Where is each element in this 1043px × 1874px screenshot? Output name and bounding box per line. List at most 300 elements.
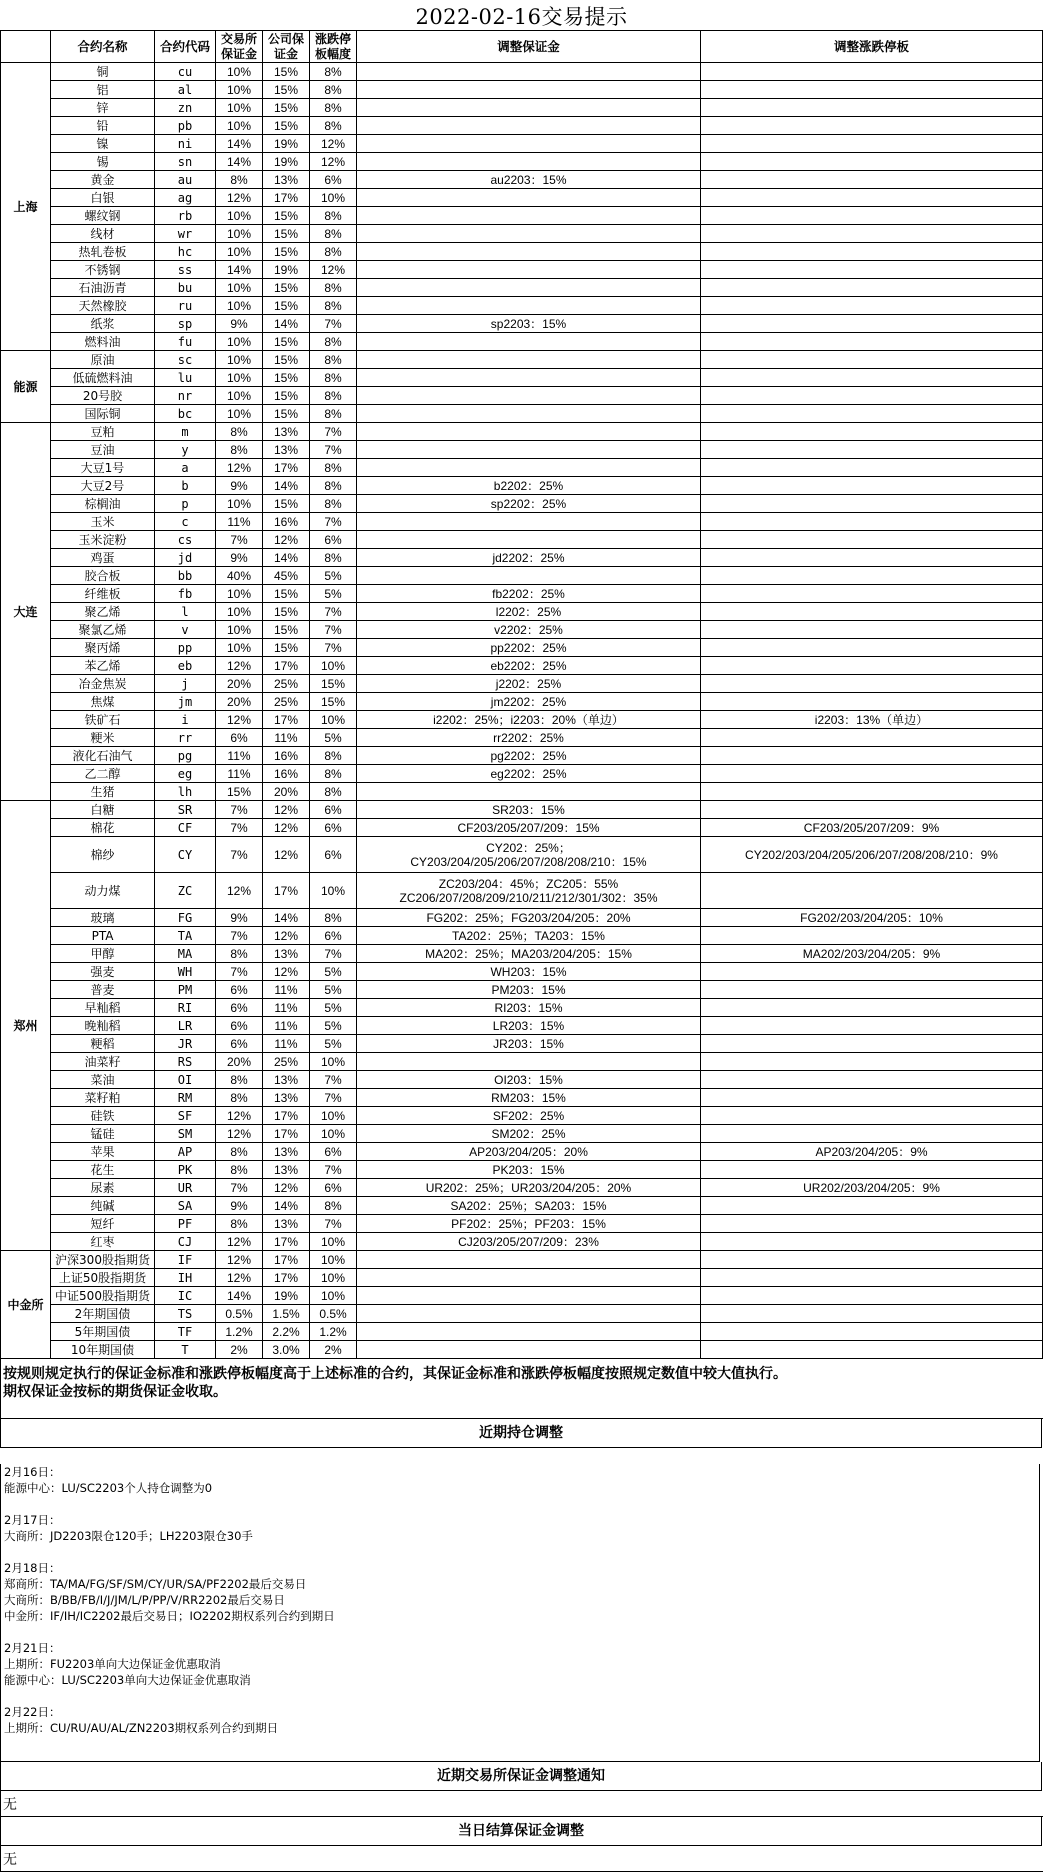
contract-name: 豆粕 <box>51 423 155 441</box>
adjust-limit <box>701 423 1043 441</box>
adjust-limit <box>701 225 1043 243</box>
contract-code: jd <box>155 549 216 567</box>
exchange-margin: 14% <box>216 135 263 153</box>
adjust-margin: SR203：15% <box>357 801 701 819</box>
adjust-margin <box>357 441 701 459</box>
exchange-margin: 14% <box>216 1287 263 1305</box>
exchange-margin: 10% <box>216 279 263 297</box>
exchange-margin: 10% <box>216 585 263 603</box>
company-margin: 19% <box>263 135 310 153</box>
price-limit: 6% <box>310 1143 357 1161</box>
table-row <box>1 981 1043 999</box>
contract-code: RS <box>155 1053 216 1071</box>
price-limit: 0.5% <box>310 1305 357 1323</box>
company-margin: 15% <box>263 279 310 297</box>
table-row <box>1 1125 1043 1143</box>
exchange-margin: 9% <box>216 477 263 495</box>
price-limit: 5% <box>310 1017 357 1035</box>
exchange-margin: 10% <box>216 351 263 369</box>
adjust-margin: CF203/205/207/209：15% <box>357 819 701 837</box>
company-margin: 2.2% <box>263 1323 310 1341</box>
table-row <box>1 513 1043 531</box>
table-row <box>1 747 1043 765</box>
adjust-margin <box>357 567 701 585</box>
adjust-limit <box>701 621 1043 639</box>
adjust-margin <box>357 243 701 261</box>
contract-code: y <box>155 441 216 459</box>
adjust-limit <box>701 171 1043 189</box>
company-margin: 17% <box>263 711 310 729</box>
adjust-margin: FG202：25%；FG203/204/205：20% <box>357 909 701 927</box>
table-row <box>1 1215 1043 1233</box>
contract-name: 低硫燃料油 <box>51 369 155 387</box>
table-row <box>1 1053 1043 1071</box>
header-exchange <box>1 31 51 63</box>
company-margin: 17% <box>263 657 310 675</box>
contract-name: 棕榈油 <box>51 495 155 513</box>
contract-code: jm <box>155 693 216 711</box>
contract-name: 甲醇 <box>51 945 155 963</box>
price-limit: 7% <box>310 1215 357 1233</box>
contract-name: 乙二醇 <box>51 765 155 783</box>
company-margin: 15% <box>263 387 310 405</box>
contract-code: j <box>155 675 216 693</box>
price-limit: 6% <box>310 531 357 549</box>
adjust-limit <box>701 405 1043 423</box>
adjust-margin <box>357 1341 701 1359</box>
company-margin: 17% <box>263 459 310 477</box>
adjust-margin <box>357 351 701 369</box>
adjust-limit <box>701 999 1043 1017</box>
table-row <box>1 675 1043 693</box>
table-row <box>1 423 1043 441</box>
exchange-notice-heading: 近期交易所保证金调整通知 <box>0 1762 1042 1791</box>
adjust-margin <box>357 153 701 171</box>
adjust-margin <box>357 423 701 441</box>
exchange-margin: 8% <box>216 171 263 189</box>
contract-code: WH <box>155 963 216 981</box>
price-limit: 12% <box>310 135 357 153</box>
contract-name: 白糖 <box>51 801 155 819</box>
table-row <box>1 909 1043 927</box>
table-row <box>1 261 1043 279</box>
table-row <box>1 567 1043 585</box>
price-limit: 10% <box>310 1269 357 1287</box>
price-limit: 8% <box>310 207 357 225</box>
table-row <box>1 153 1043 171</box>
adjust-limit <box>701 441 1043 459</box>
contract-name: 镍 <box>51 135 155 153</box>
contract-name: 石油沥青 <box>51 279 155 297</box>
adjust-margin <box>357 207 701 225</box>
price-limit: 1.2% <box>310 1323 357 1341</box>
table-row <box>1 333 1043 351</box>
adjust-limit: MA202/203/204/205：9% <box>701 945 1043 963</box>
contract-name: 焦煤 <box>51 693 155 711</box>
price-limit: 15% <box>310 693 357 711</box>
exchange-margin: 10% <box>216 63 263 81</box>
table-row <box>1 1107 1043 1125</box>
contract-code: bb <box>155 567 216 585</box>
adjust-limit: i2203：13%（单边） <box>701 711 1043 729</box>
exchange-margin: 1.2% <box>216 1323 263 1341</box>
adjust-limit <box>701 99 1043 117</box>
contract-code: TS <box>155 1305 216 1323</box>
adjust-limit <box>701 279 1043 297</box>
position-adjust-date: 2月22日： <box>4 1705 61 1719</box>
price-limit: 6% <box>310 171 357 189</box>
table-row <box>1 369 1043 387</box>
exchange-margin: 12% <box>216 1233 263 1251</box>
table-row <box>1 441 1043 459</box>
adjust-limit <box>701 495 1043 513</box>
company-margin: 17% <box>263 873 310 909</box>
contract-name: 铜 <box>51 63 155 81</box>
price-limit: 5% <box>310 585 357 603</box>
contract-code: SR <box>155 801 216 819</box>
table-row <box>1 1323 1043 1341</box>
price-limit: 8% <box>310 549 357 567</box>
page-title: 2022-02-16交易提示 <box>415 5 628 29</box>
adjust-margin <box>357 297 701 315</box>
adjust-limit <box>701 693 1043 711</box>
contract-code: au <box>155 171 216 189</box>
adjust-limit <box>701 459 1043 477</box>
table-row <box>1 1179 1043 1197</box>
price-limit: 12% <box>310 261 357 279</box>
contract-code: i <box>155 711 216 729</box>
contract-name: 锰硅 <box>51 1125 155 1143</box>
company-margin: 20% <box>263 783 310 801</box>
table-row <box>1 1251 1043 1269</box>
contract-name: 粳稻 <box>51 1035 155 1053</box>
price-limit: 8% <box>310 909 357 927</box>
adjust-limit <box>701 1161 1043 1179</box>
adjust-margin: pg2202：25% <box>357 747 701 765</box>
adjust-margin <box>357 513 701 531</box>
contract-code: m <box>155 423 216 441</box>
contract-code: eg <box>155 765 216 783</box>
contract-code: ni <box>155 135 216 153</box>
company-margin: 17% <box>263 1251 310 1269</box>
price-limit: 7% <box>310 1071 357 1089</box>
adjust-limit <box>701 315 1043 333</box>
exchange-margin: 20% <box>216 675 263 693</box>
header-contract-name: 合约名称 <box>51 31 155 63</box>
contract-name: 不锈钢 <box>51 261 155 279</box>
price-limit: 7% <box>310 639 357 657</box>
contract-name: 中证500股指期货 <box>51 1287 155 1305</box>
adjust-limit <box>701 549 1043 567</box>
contract-code: cs <box>155 531 216 549</box>
adjust-limit <box>701 1233 1043 1251</box>
exchange-margin: 12% <box>216 459 263 477</box>
adjust-limit <box>701 927 1043 945</box>
contract-code: b <box>155 477 216 495</box>
exchange-margin: 7% <box>216 963 263 981</box>
adjust-margin: SM202：25% <box>357 1125 701 1143</box>
contract-code: FG <box>155 909 216 927</box>
company-margin: 14% <box>263 1197 310 1215</box>
company-margin: 11% <box>263 1017 310 1035</box>
adjust-margin: WH203：15% <box>357 963 701 981</box>
adjust-margin <box>357 189 701 207</box>
contract-code: JR <box>155 1035 216 1053</box>
price-limit: 8% <box>310 387 357 405</box>
position-adjust-date: 2月17日： <box>4 1513 61 1527</box>
contract-name: 红枣 <box>51 1233 155 1251</box>
adjust-margin <box>357 117 701 135</box>
exchange-margin: 40% <box>216 567 263 585</box>
company-margin: 12% <box>263 1179 310 1197</box>
price-limit: 8% <box>310 405 357 423</box>
exchange-margin: 12% <box>216 1269 263 1287</box>
header-company-margin: 公司保证金 <box>263 31 310 63</box>
position-adjust-group <box>4 1640 1039 1688</box>
adjust-limit <box>701 1215 1043 1233</box>
table-row <box>1 1233 1043 1251</box>
position-adjust-date: 2月21日： <box>4 1641 61 1655</box>
company-margin: 16% <box>263 747 310 765</box>
company-margin: 15% <box>263 333 310 351</box>
contract-code: UR <box>155 1179 216 1197</box>
company-margin: 15% <box>263 207 310 225</box>
company-margin: 12% <box>263 927 310 945</box>
price-limit: 5% <box>310 567 357 585</box>
table-row <box>1 1089 1043 1107</box>
adjust-margin: PK203：15% <box>357 1161 701 1179</box>
header-price-limit: 涨跌停板幅度 <box>310 31 357 63</box>
adjust-limit <box>701 639 1043 657</box>
table-row <box>1 819 1043 837</box>
adjust-limit <box>701 189 1043 207</box>
company-margin: 15% <box>263 639 310 657</box>
adjust-limit <box>701 1017 1043 1035</box>
adjust-margin <box>357 279 701 297</box>
contract-code: MA <box>155 945 216 963</box>
price-limit: 2% <box>310 1341 357 1359</box>
price-limit: 8% <box>310 99 357 117</box>
contract-code: lu <box>155 369 216 387</box>
price-limit: 7% <box>310 1161 357 1179</box>
exchange-margin: 8% <box>216 1089 263 1107</box>
contract-name: 尿素 <box>51 1179 155 1197</box>
adjust-limit <box>701 657 1043 675</box>
price-limit: 5% <box>310 999 357 1017</box>
position-adjust-group <box>4 1512 1039 1544</box>
price-limit: 8% <box>310 459 357 477</box>
price-limit: 6% <box>310 801 357 819</box>
adjust-limit <box>701 1323 1043 1341</box>
adjust-margin: CY202：25%； CY203/204/205/206/207/208/208/210：15% <box>357 837 701 873</box>
contract-name: 螺纹钢 <box>51 207 155 225</box>
company-margin: 15% <box>263 117 310 135</box>
price-limit: 6% <box>310 819 357 837</box>
contract-code: bc <box>155 405 216 423</box>
exchange-margin: 10% <box>216 297 263 315</box>
adjust-limit: CF203/205/207/209：9% <box>701 819 1043 837</box>
price-limit: 5% <box>310 963 357 981</box>
contract-name: 白银 <box>51 189 155 207</box>
exchange-margin: 6% <box>216 729 263 747</box>
contract-name: 沪深300股指期货 <box>51 1251 155 1269</box>
contract-code: l <box>155 603 216 621</box>
exchange-margin: 10% <box>216 207 263 225</box>
contract-code: TA <box>155 927 216 945</box>
price-limit: 8% <box>310 477 357 495</box>
price-limit: 7% <box>310 315 357 333</box>
table-row <box>1 549 1043 567</box>
contract-code: fb <box>155 585 216 603</box>
company-margin: 17% <box>263 1269 310 1287</box>
position-adjust-line: 能源中心：LU/SC2203单向大边保证金优惠取消 <box>4 1673 251 1687</box>
contract-name: 聚丙烯 <box>51 639 155 657</box>
adjust-limit <box>701 261 1043 279</box>
company-margin: 14% <box>263 477 310 495</box>
adjust-limit <box>701 1089 1043 1107</box>
exchange-margin: 10% <box>216 225 263 243</box>
price-limit: 8% <box>310 297 357 315</box>
contract-code: IC <box>155 1287 216 1305</box>
adjust-limit <box>701 603 1043 621</box>
exchange-margin: 15% <box>216 783 263 801</box>
adjust-margin: sp2202：25% <box>357 495 701 513</box>
exchange-margin: 0.5% <box>216 1305 263 1323</box>
contract-name: 动力煤 <box>51 873 155 909</box>
company-margin: 15% <box>263 243 310 261</box>
contract-name: 上证50股指期货 <box>51 1269 155 1287</box>
adjust-margin: eb2202：25% <box>357 657 701 675</box>
exchange-margin: 12% <box>216 1251 263 1269</box>
table-row <box>1 243 1043 261</box>
table-row <box>1 531 1043 549</box>
contract-name: 大豆1号 <box>51 459 155 477</box>
contract-name: 铅 <box>51 117 155 135</box>
company-margin: 25% <box>263 675 310 693</box>
contract-code: wr <box>155 225 216 243</box>
company-margin: 11% <box>263 729 310 747</box>
contract-code: PM <box>155 981 216 999</box>
company-margin: 15% <box>263 405 310 423</box>
company-margin: 13% <box>263 171 310 189</box>
company-margin: 12% <box>263 963 310 981</box>
contract-name: 2年期国债 <box>51 1305 155 1323</box>
contract-code: bu <box>155 279 216 297</box>
exchange-margin: 8% <box>216 945 263 963</box>
contract-name: 胶合板 <box>51 567 155 585</box>
price-limit: 10% <box>310 1251 357 1269</box>
exchange-margin: 9% <box>216 1197 263 1215</box>
contract-code: rr <box>155 729 216 747</box>
contract-name: 原油 <box>51 351 155 369</box>
adjust-limit <box>701 567 1043 585</box>
adjust-margin <box>357 1287 701 1305</box>
table-row <box>1 1341 1043 1359</box>
contract-code: pg <box>155 747 216 765</box>
contract-code: ss <box>155 261 216 279</box>
contract-name: 油菜籽 <box>51 1053 155 1071</box>
company-margin: 14% <box>263 909 310 927</box>
company-margin: 45% <box>263 567 310 585</box>
adjust-limit <box>701 243 1043 261</box>
contract-code: ag <box>155 189 216 207</box>
contract-code: p <box>155 495 216 513</box>
adjust-margin: MA202：25%；MA203/204/205：15% <box>357 945 701 963</box>
contract-code: T <box>155 1341 216 1359</box>
price-limit: 15% <box>310 675 357 693</box>
company-margin: 11% <box>263 1035 310 1053</box>
company-margin: 14% <box>263 315 310 333</box>
header-adjust-margin: 调整保证金 <box>357 31 701 63</box>
price-limit: 10% <box>310 1107 357 1125</box>
contract-name: 生猪 <box>51 783 155 801</box>
exchange-margin: 20% <box>216 1053 263 1071</box>
exchange-margin: 10% <box>216 621 263 639</box>
exchange-margin: 10% <box>216 639 263 657</box>
adjust-limit <box>701 747 1043 765</box>
adjust-limit <box>701 1341 1043 1359</box>
rules-note-line1: 按规则规定执行的保证金标准和涨跌停板幅度高于上述标准的合约，其保证金标准和涨跌停板幅度按照规定数值中较大值执行。 <box>3 1366 787 1382</box>
adjust-margin: SA202：25%；SA203：15% <box>357 1197 701 1215</box>
exchange-label: 郑州 <box>1 801 51 1251</box>
contract-name: 豆油 <box>51 441 155 459</box>
price-limit: 7% <box>310 441 357 459</box>
adjust-limit <box>701 531 1043 549</box>
table-row <box>1 873 1043 909</box>
adjust-margin: LR203：15% <box>357 1017 701 1035</box>
adjust-margin: PF202：25%；PF203：15% <box>357 1215 701 1233</box>
table-row <box>1 945 1043 963</box>
adjust-limit <box>701 513 1043 531</box>
contract-code: nr <box>155 387 216 405</box>
contract-code: SM <box>155 1125 216 1143</box>
price-limit: 10% <box>310 189 357 207</box>
table-row <box>1 117 1043 135</box>
adjust-margin <box>357 1323 701 1341</box>
company-margin: 14% <box>263 549 310 567</box>
price-limit: 8% <box>310 81 357 99</box>
position-adjust-line: 上期所：FU2203单向大边保证金优惠取消 <box>4 1657 221 1671</box>
table-row <box>1 1287 1043 1305</box>
adjust-limit <box>701 675 1043 693</box>
exchange-margin: 14% <box>216 261 263 279</box>
adjust-margin <box>357 261 701 279</box>
adjust-margin <box>357 459 701 477</box>
price-limit: 8% <box>310 225 357 243</box>
company-margin: 1.5% <box>263 1305 310 1323</box>
adjust-limit <box>701 153 1043 171</box>
adjust-limit <box>701 1287 1043 1305</box>
company-margin: 3.0% <box>263 1341 310 1359</box>
adjust-limit <box>701 729 1043 747</box>
exchange-margin: 7% <box>216 819 263 837</box>
position-adjust-group <box>4 1560 1039 1624</box>
adjust-limit <box>701 63 1043 81</box>
contract-name: 硅铁 <box>51 1107 155 1125</box>
contract-code: al <box>155 81 216 99</box>
contract-name: 苯乙烯 <box>51 657 155 675</box>
adjust-limit <box>701 765 1043 783</box>
table-row <box>1 621 1043 639</box>
exchange-margin: 10% <box>216 495 263 513</box>
contract-name: 花生 <box>51 1161 155 1179</box>
contract-name: 线材 <box>51 225 155 243</box>
adjust-margin: SF202：25% <box>357 1107 701 1125</box>
exchange-margin: 12% <box>216 1125 263 1143</box>
exchange-margin: 6% <box>216 1017 263 1035</box>
company-margin: 15% <box>263 351 310 369</box>
company-margin: 12% <box>263 531 310 549</box>
